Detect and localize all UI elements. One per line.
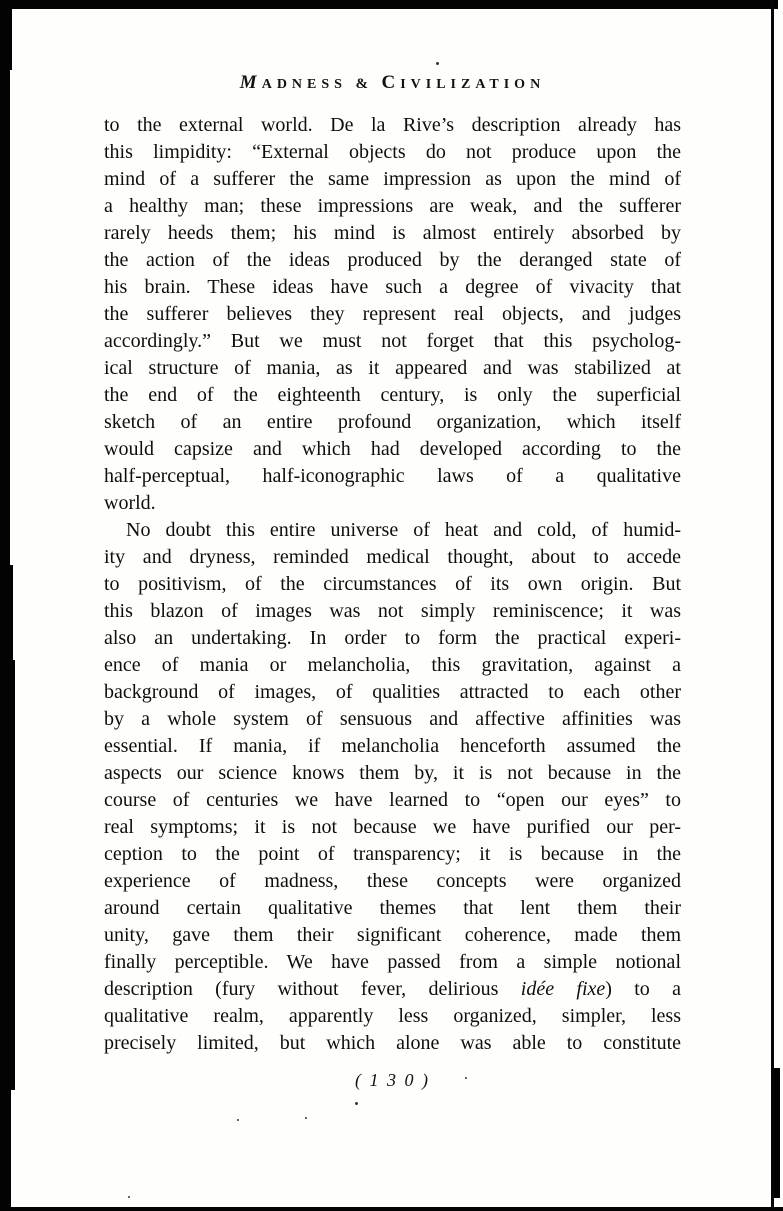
page-number: ( 1 3 0 ) (355, 1070, 430, 1090)
italic-phrase: idée fixe (520, 978, 606, 1000)
text-segment: precisely limited, but which alone was able to constitute (104, 1032, 681, 1054)
text-segment: background of images, of qualities attracted to each other (104, 681, 681, 703)
text-line (104, 1030, 681, 1057)
text-line (104, 463, 681, 490)
scan-border-left (0, 0, 16, 1211)
text-segment: real symptoms; it is not because we have purified our per- (104, 816, 681, 838)
text-line (104, 814, 681, 841)
text-line (104, 733, 681, 760)
text-line (104, 652, 681, 679)
text-line (104, 679, 681, 706)
running-header-initial-1: M (239, 72, 262, 93)
text-line (104, 841, 681, 868)
text-segment: qualitative realm, apparently less organized, simpler, less (104, 1005, 681, 1027)
scan-border-right (771, 0, 774, 1211)
text-segment: ception to the point of transparency; it is because in the (104, 843, 681, 865)
text-segment: finally perceptible. We have passed from a simple notional (104, 951, 681, 973)
running-header-word-1: ADNESS (261, 77, 347, 92)
text-line (104, 409, 681, 436)
text-line (104, 301, 681, 328)
text-line (104, 274, 681, 301)
text-segment: this blazon of images was not simply reminiscence; it was (104, 600, 681, 622)
scan-noise-speck (128, 1196, 130, 1198)
text-segment: ) to a (605, 978, 681, 1000)
text-line (104, 706, 681, 733)
text-line (104, 220, 681, 247)
text-segment: ence of mania or melancholia, this gravitation, against a (104, 654, 681, 676)
scan-noise-speck (355, 1102, 358, 1105)
text-segment: his brain. These ideas have such a degree of vivacity that (104, 276, 681, 298)
text-line (104, 895, 681, 922)
text-segment: rarely heeds them; his mind is almost entirely absorbed by (104, 222, 681, 244)
text-segment: unity, gave them their significant coherence, made them (104, 924, 681, 946)
text-line (104, 868, 681, 895)
text-segment: a healthy man; these impressions are weak, and the sufferer (104, 195, 681, 217)
text-line (104, 517, 681, 544)
text-segment: also an undertaking. In order to form the practical experi- (104, 627, 681, 649)
text-segment: half-perceptual, half-iconographic laws of a qualitative (104, 465, 681, 487)
text-segment: experience of madness, these concepts were organized (104, 870, 681, 892)
text-segment: by a whole system of sensuous and affective affinities was (104, 708, 681, 730)
text-segment: the action of the ideas produced by the deranged state of (104, 249, 681, 271)
text-segment: mind of a sufferer the same impression as upon the mind of (104, 168, 681, 190)
text-line (104, 544, 681, 571)
text-line (104, 139, 681, 166)
scan-border-right-blotch (774, 1068, 780, 1198)
text-segment: the end of the eighteenth century, is only the superficial (104, 384, 681, 406)
text-line (104, 436, 681, 463)
text-line (104, 1003, 681, 1030)
text-segment: aspects our science knows them by, it is not because in the (104, 762, 681, 784)
text-segment: world. (104, 492, 156, 514)
text-line (104, 112, 681, 139)
running-header (104, 72, 681, 94)
text-segment: to the external world. De la Rive’s description already has (104, 114, 681, 136)
scan-noise-speck (305, 1117, 307, 1119)
text-segment: ical structure of mania, as it appeared and was stabilized at (104, 357, 681, 379)
text-segment: accordingly.” But we must not forget that this psycholog- (104, 330, 681, 352)
scan-noise-speck (465, 1077, 467, 1079)
scan-border-top (0, 0, 778, 9)
text-line (104, 328, 681, 355)
text-segment: would capsize and which had developed according to the (104, 438, 681, 460)
scan-noise-speck (237, 1119, 239, 1121)
body-text (104, 112, 681, 1057)
scan-border-bottom (8, 1207, 783, 1211)
text-line (104, 166, 681, 193)
text-line (104, 922, 681, 949)
text-line (104, 382, 681, 409)
scan-noise-speck (436, 62, 439, 65)
text-segment: course of centuries we have learned to “open our eyes” to (104, 789, 681, 811)
running-header-ampersand: & (355, 76, 373, 92)
running-header-initial-2: C (381, 72, 401, 93)
text-line (104, 571, 681, 598)
text-line (104, 976, 681, 1003)
text-line (104, 490, 681, 517)
text-segment: this limpidity: “External objects do not produce upon the (104, 141, 681, 163)
text-line (104, 598, 681, 625)
text-segment: sketch of an entire profound organization, which itself (104, 411, 681, 433)
text-segment: around certain qualitative themes that lent them their (104, 897, 681, 919)
text-line (104, 625, 681, 652)
text-line (104, 760, 681, 787)
text-segment: No doubt this entire universe of heat and cold, of humid- (126, 519, 681, 541)
text-segment: essential. If mania, if melancholia henceforth assumed the (104, 735, 681, 757)
text-segment: description (fury without fever, delirious (104, 978, 521, 1000)
text-segment: to positivism, of the circumstances of its own origin. But (104, 573, 681, 595)
text-line (104, 787, 681, 814)
text-segment: ity and dryness, reminded medical thought, about to accede (104, 546, 681, 568)
text-segment: the sufferer believes they represent real objects, and judges (104, 303, 681, 325)
text-line (104, 949, 681, 976)
text-line (104, 355, 681, 382)
text-line (104, 193, 681, 220)
text-line (104, 247, 681, 274)
running-header-word-2: IVILIZATION (400, 77, 546, 92)
